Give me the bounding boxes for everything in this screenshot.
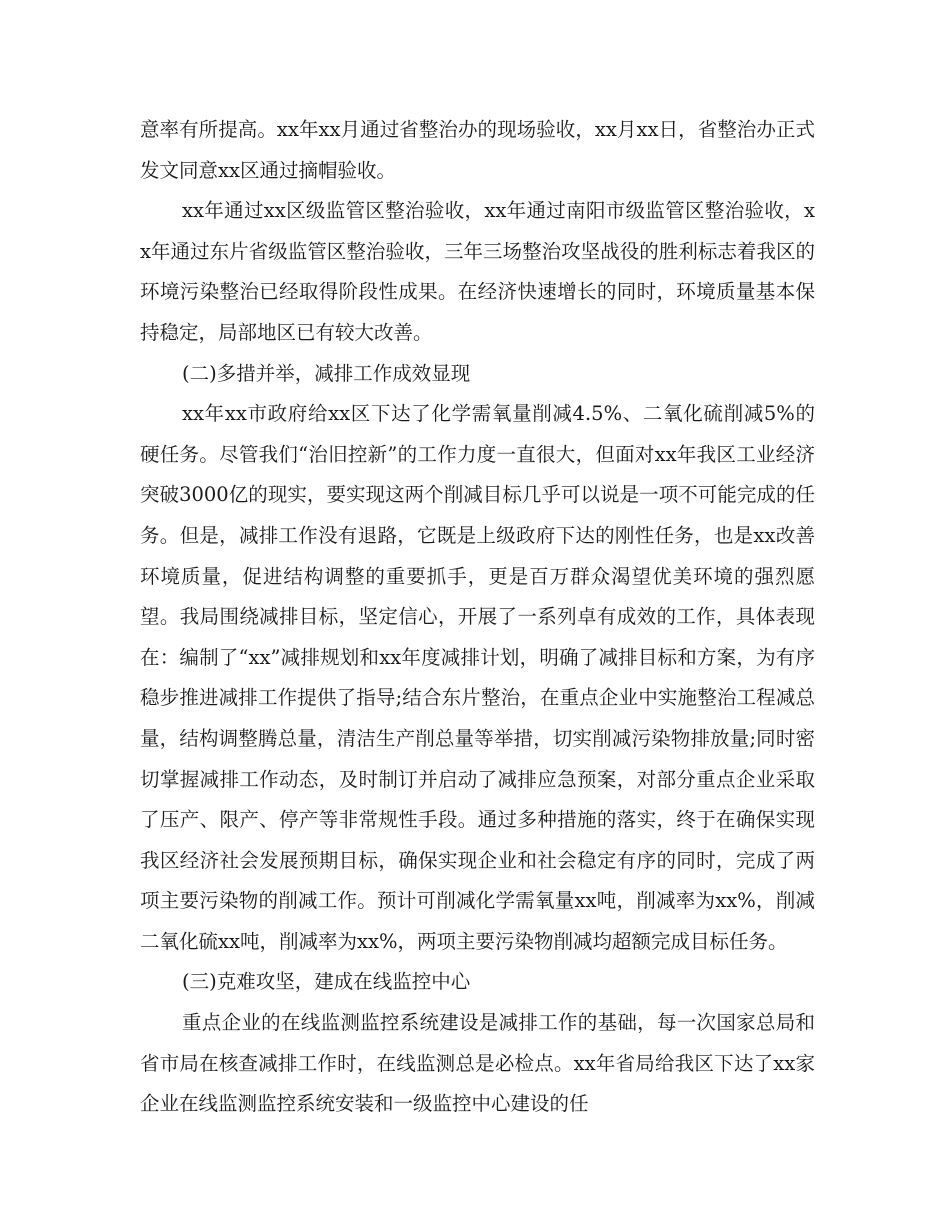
paragraph-continuation: 意率有所提高。xx年xx月通过省整治办的现场验收，xx月xx日，省整治办正式发文同意xx区通过摘帽验收。 xyxy=(140,118,815,182)
document-body xyxy=(140,110,815,1125)
section-heading: (三)克难攻坚，建成在线监控中心 xyxy=(182,970,471,994)
paragraph-body: xx年通过xx区级监管区整治验收，xx年通过南阳市级监管区整治验收，xx年通过东片省级监管区整治验收，三年三场整治攻坚战役的胜利标志着我区的环境污染整治已经取得阶段性成果。在经济快速增长的同时，环境质量基本保持稳定，局部地区已有较大改善。 xyxy=(140,199,815,344)
paragraph-body: xx年xx市政府给xx区下达了化学需氧量削减4.5%、二氧化硫削减5%的硬任务。尽管我们“治旧控新”的工作力度一直很大，但面对xx年我区工业经济突破3000亿的现实，要实现这两个削减目标几乎可以说是一项不可能完成的任务。但是，减排工作没有退路，它既是上级政府下达的刚性任务，也是xx改善环境质量，促进结构调整的重要抓手，更是百万群众渴望优美环境的强烈愿望。我局围绕减排目标，坚定信心，开展了一系列卓有成效的工作，具体表现在：编制了“xx”减排规划和xx年度减排计划，明确了减排目标和方案，为有序稳步推进减排工作提供了指导;结合东片整治，在重点企业中实施整治工程减总量，结构调整腾总量，清洁生产削总量等举措，切实削减污染物排放量;同时密切掌握减排工作动态，及时制订并启动了减排应急预案，对部分重点企业采取了压产、限产、停产等非常规性手段。通过多种措施的落实，终于在确保实现我区经济社会发展预期目标，确保实现企业和社会稳定有序的同时，完成了两项主要污染物的削减工作。预计可削减化学需氧量xx吨，削减率为xx%，削减二氧化硫xx吨，削减率为xx%，两项主要污染物削减均超额完成目标任务。 xyxy=(140,402,815,953)
paragraph-body: 重点企业的在线监测监控系统建设是减排工作的基础，每一次国家总局和省市局在核查减排工作时，在线监测总是必检点。xx年省局给我区下达了xx家企业在线监测监控系统安装和一级监控中心建设的任 xyxy=(140,1011,815,1116)
section-heading: (二)多措并举，减排工作成效显现 xyxy=(182,361,471,385)
